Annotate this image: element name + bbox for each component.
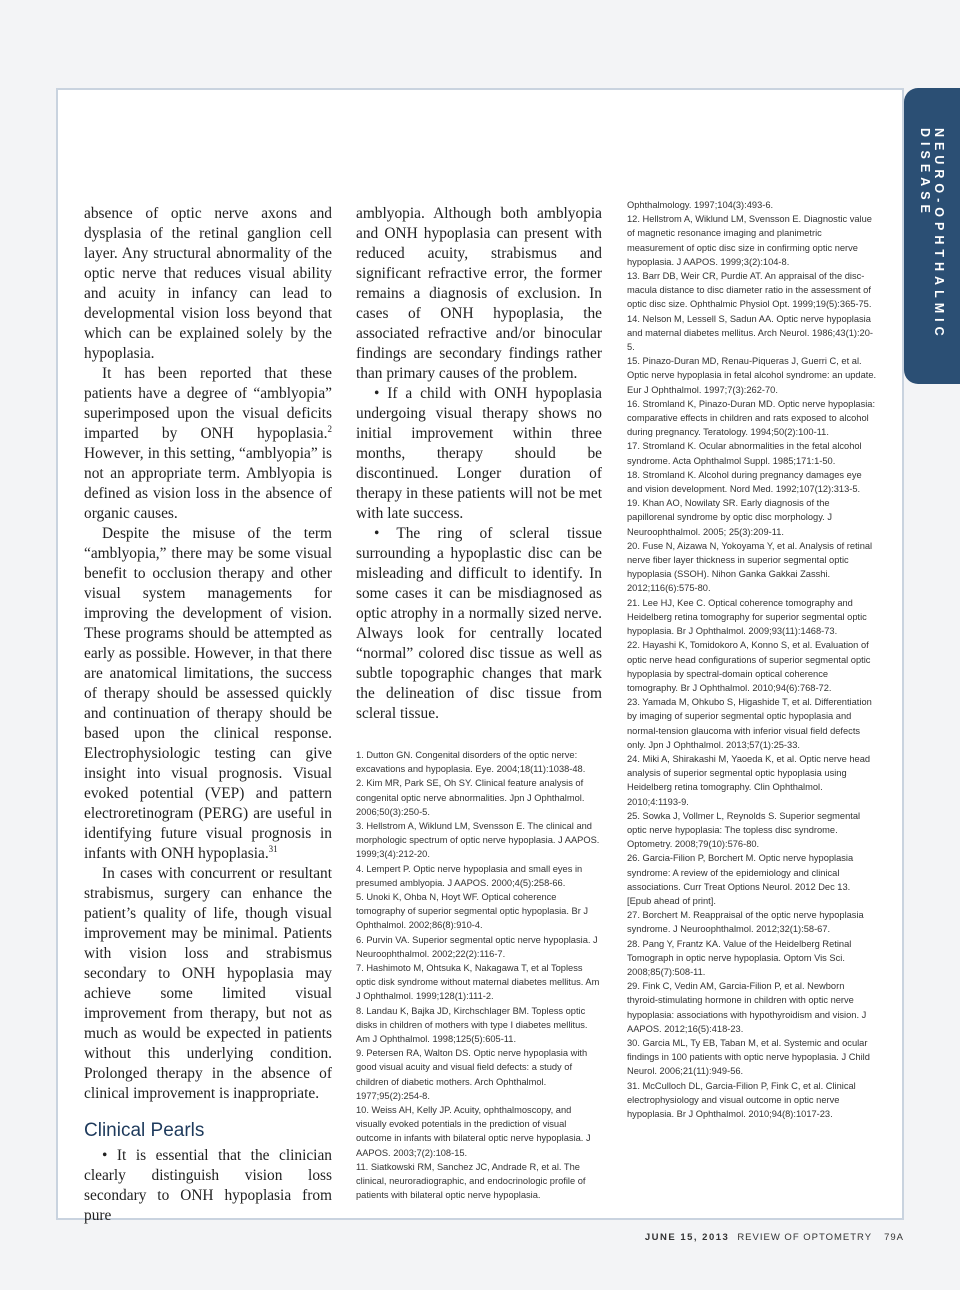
reference-item: 7. Hashimoto M, Ohtsuka K, Nakagawa T, et al Topless optic disk syndrome without maternal diabetes mellitus. Am J Ophthalmol. 1999;128(1):111-2. (356, 963, 600, 1002)
pearl-item: • If a child with ONH hypoplasia undergoing visual therapy shows no initial improvement within three months, therapy should be discontinued. Longer duration of therapy in these patients will not be met with late success. (356, 385, 602, 522)
reference-item: 29. Fink C, Vedin AM, Garcia-Filion P, et al. Newborn thyroid-stimulating hormone in children with optic nerve hypoplasia: associations with hypothyroidism and vision. J AAPOS. 2012;16(5):418-23. (627, 981, 867, 1034)
reference-item: 31. McCulloch DL, Garcia-Filion P, Fink C, et al. Clinical electrophysiology and visual outcome in optic nerve hypoplasia. Br J Ophthalmol. 2010;94(8):1017-23. (627, 1080, 856, 1119)
section-tab-label: NEURO-OPHTHALMIC DISEASE (918, 128, 946, 341)
reference-item: 6. Purvin VA. Superior segmental optic nerve hypoplasia. J Neuroophthalmol. 2002;22(2):116-7. (356, 934, 598, 959)
citation-superscript: 31 (268, 843, 278, 854)
reference-list (627, 198, 877, 1121)
reference-item: 12. Hellstrom A, Wiklund LM, Svensson E. Diagnostic value of magnetic resonance imaging and planimetric measurement of optic disc size in confirming optic nerve hypoplasia. J AAPOS. 1999;3(2):104-8. (627, 214, 872, 267)
reference-item: 30. Garcia ML, Ty EB, Taban M, et al. Systemic and ocular findings in 100 patients with optic nerve hypoplasia. J Child Neurol. 2006;21(11):949-56. (627, 1037, 870, 1077)
reference-item: 24. Miki A, Shirakashi M, Yaoeda K, et al. Optic nerve head analysis of superior segmental optic hypoplasia using Heidelberg retina tomography. Clin Ophthalmol. 2010;4:1193-9. (627, 753, 871, 807)
reference-item: 26. Garcia-Filion P, Borchert M. Optic nerve hypoplasia syndrome: A review of the epidemiology and clinical associations. Curr Treat Options Neurol. 2012 Dec 13. [Epub ahead of print]. (627, 853, 854, 906)
reference-item: 18. Stromland K. Alcohol during pregnancy damages eye and vision development. Nord Med. 1992;107(12):313-5. (627, 469, 862, 495)
page-number: 79A (884, 1232, 904, 1243)
paragraph: In cases with concurrent or resultant strabismus, surgery can enhance the patient’s quality of life, though visual improvement may be minimal. Patients with vision loss and strabismus secondary to ONH hypoplasia may achieve some limited visual improvement from therapy, but not as much as would be expected in patients without this underlying condition. Prolonged therapy in the absence of clinical improvement is inappropriate. (84, 865, 332, 1102)
pearl-item: • It is essential that the clinician clearly distinguish vision loss secondary to ONH hypoplasia from pure (84, 1147, 332, 1224)
reference-item: 5. Unoki K, Ohba N, Hoyt WF. Optical coherence tomography of superior segmental optic hypoplasia. Br J Ophthalmol. 2002;86(8):910-4. (356, 892, 589, 931)
reference-item: 4. Lempert P. Optic nerve hypoplasia and small eyes in presumed amblyopia. J AAPOS. 2000;4(5):258-66. (356, 863, 583, 888)
reference-item: 1. Dutton GN. Congenital disorders of the optic nerve: excavations and hypoplasia. Eye. 2004;18(11):1038-48. (356, 750, 586, 775)
reference-item: 22. Hayashi K, Tomidokoro A, Konno S, et al. Evaluation of optic nerve head configurations of superior segmental optic hypoplasia by spectral-domain optical coherence tomography. Br J Ophthalmol. 2010;94(6):768-72. (627, 640, 871, 693)
paragraph: Despite the misuse of the term “amblyopia,” there may be some visual benefit to occlusion therapy and other visual system managements for improving the development of vision. These programs should be attempted as early as possible. However, in that there are anatomical limitations, the success of therapy should be assessed quickly and continuation of therapy should be based upon the clinical response. Electrophysiologic testing can give insight into visual prognosis. Visual evoked potential (VEP) and pattern electroretinogram (PERG) are useful in identifying future visual prognosis in infants with ONH hypoplasia.$^{31}$ (84, 525, 332, 862)
reference-item: 14. Nelson M, Lessell S, Sadun AA. Optic nerve hypoplasia and maternal diabetes mellitus. Arch Neurol. 1986;43(1):20-5. (627, 313, 873, 353)
reference-item: 15. Pinazo-Duran MD, Renau-Piqueras J, Guerri C, et al. Optic nerve hypoplasia in fetal alcohol syndrome: an update. Eur J Ophthalmol. 1997;7(3):262-70. (627, 356, 877, 395)
reference-item: 11. Siatkowski RM, Sanchez JC, Andrade R, et al. The clinical, neuroradiographic, and endocrinologic profile of patients with bilateral optic nerve hypoplasia. (356, 1161, 586, 1201)
reference-item: 27. Borchert M. Reappraisal of the optic nerve hypoplasia syndrome. J Neuroophthalmol. 2012;32(1):58-67. (627, 910, 864, 935)
reference-item: 2. Kim MR, Park SE, Oh SY. Clinical feature analysis of congenital optic nerve abnormalities. Jpn J Ophthalmol. 2006;50(3):250-5. (356, 778, 585, 817)
section-heading: Clinical Pearls (84, 1120, 205, 1141)
reference-item: 8. Landau K, Bajka JD, Kirchschlager BM. Topless optic disks in children of mothers with type I diabetes mellitus. Am J Ophthalmol. 1998;125(5):605-11. (356, 1005, 588, 1045)
reference-item: 3. Hellstrom A, Wiklund LM, Svensson E. The clinical and morphologic spectrum of optic nerve hypoplasia. J AAPOS. 1999;3(4):212-20. (356, 821, 600, 860)
reference-item: 16. Stromland K, Pinazo-Duran MD. Optic nerve hypoplasia: comparative effects in children and rats exposed to alcohol during pregnancy. Teratology. 1994;50(2):100-11. (627, 398, 876, 438)
citation-superscript: 2 (327, 423, 332, 434)
reference-item: 10. Weiss AH, Kelly JP. Acuity, ophthalmoscopy, and visually evoked potentials in the prediction of visual outcome in infants with bilateral optic nerve hypoplasia. J AAPOS. 2003;7(2):108-15. (356, 1105, 591, 1158)
reference-list (356, 748, 602, 1203)
reference-item: 28. Pang Y, Frantz KA. Value of the Heidelberg Retinal Tomograph in optic nerve hypoplasia. Optom Vis Sci. 2008;85(7):508-11. (627, 938, 852, 977)
reference-item: 9. Petersen RA, Walton DS. Optic nerve hypoplasia with good visual acuity and visual field defects: a study of children of diabetic mothers. Arch Ophthalmol. 1977;95(2):254-8. (356, 1048, 588, 1101)
reference-item: 23. Yamada M, Ohkubo S, Higashide T, et al. Differentiation by imaging of superior segmental optic hypoplasia and normal-tension glaucoma with inferior visual field defects only. Jpn J Ophthalmol. 2013;57(1):25-33. (627, 697, 872, 750)
issue-date: JUNE 15, 2013 (644, 1232, 730, 1243)
paragraph: amblyopia. Although both amblyopia and ONH hypoplasia can present with reduced acuity, strabismus and significant refractive error, the former remains a diagnosis of exclusion. In cases of ONH hypoplasia, the associated refractive and/or binocular findings are secondary findings rather than primary causes of the problem. (356, 205, 602, 382)
section-tab (904, 88, 960, 384)
page-footer (600, 1232, 904, 1243)
reference-item: 19. Khan AO, Nowilaty SR. Early diagnosis of the papillorenal syndrome by optic disc morphology. J Neuroophthalmol. 2005; 25(3):209-11. (627, 498, 832, 537)
paragraph: It has been reported that these patients have a degree of “amblyopia” superimposed upon the visual deficits imparted by ONH hypoplasia.$^2$ However, in this setting, “amblyopia” is not an appropriate term. Amblyopia is defined as vision loss in the absence of organic causes. (84, 365, 332, 522)
text-column-1 (84, 204, 332, 1226)
reference-item: 13. Barr DB, Weir CR, Purdie AT. An appraisal of the disc-macula distance to disc diameter ratio in the assessment of optic disc size. Ophthalmic Physiol Opt. 1999;19(5):365-75. (627, 271, 872, 310)
reference-item: 21. Lee HJ, Kee C. Optical coherence tomography and Heidelberg retina tomography for superior segmental optic hypoplasia. Br J Ophthalmol. 2009;93(11):1468-73. (627, 597, 867, 637)
reference-item: 25. Sowka J, Vollmer L, Reynolds S. Superior segmental optic nerve hypoplasia: The topless disc syndrome. Optometry. 2008;79(10):576-80. (627, 810, 861, 850)
paragraph: absence of optic nerve axons and dysplasia of the retinal ganglion cell layer. Any structural abnormality of the optic nerve that reduces visual ability and acuity in infancy can lead to developmental vision loss beyond that which can be explained solely by the hypoplasia. (84, 205, 332, 362)
reference-item: 20. Fuse N, Aizawa N, Yokoyama Y, et al. Analysis of retinal nerve fiber layer thickness in superior segmental optic hypoplasia (SSOH). Nihon Ganka Gakkai Zasshi. 2012;116(6):575-80. (627, 540, 873, 594)
reference-column (627, 198, 877, 1121)
reference-item: Ophthalmology. 1997;104(3):493-6. (627, 200, 774, 210)
magazine-name: REVIEW OF OPTOMETRY (737, 1232, 873, 1243)
text-column-2 (356, 204, 602, 1203)
pearl-item: • The ring of scleral tissue surrounding a hypoplastic disc can be misleading and difficult to identify. In some cases it can be misdiagnosed as optic atrophy in a normally sized nerve. Always look for centrally located “normal” colored disc tissue as well as subtle topographic changes that mark the delineation of disc tissue from scleral tissue. (356, 525, 602, 722)
reference-item: 17. Stromland K. Ocular abnormalities in the fetal alcohol syndrome. Acta Ophthalmol Suppl. 1985;171:1-50. (627, 441, 862, 466)
